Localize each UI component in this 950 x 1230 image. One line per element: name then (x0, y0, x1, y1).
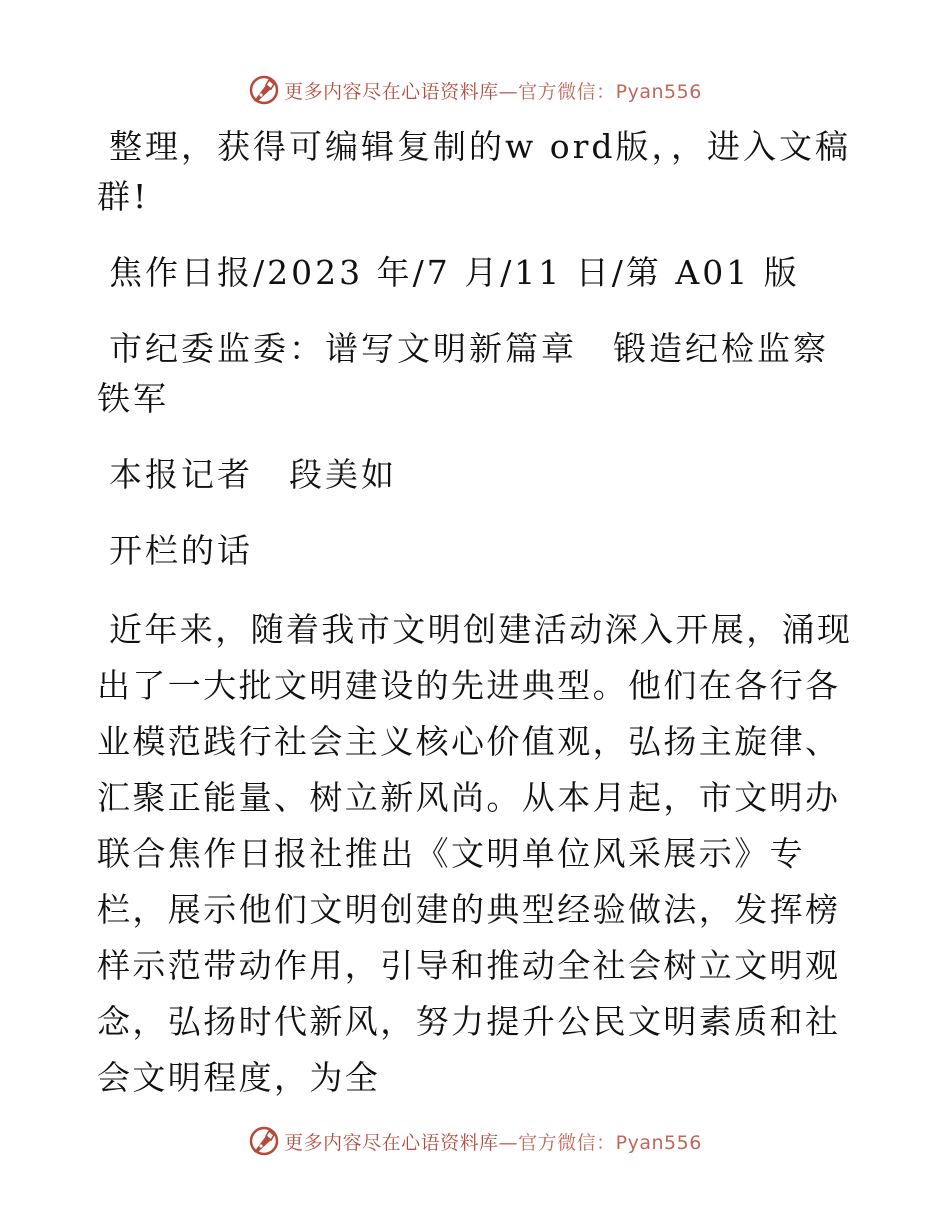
intro-text: 整理，获得可编辑复制的w ord版，，进入文稿群! (97, 127, 852, 216)
source-line: 焦作日报/2023 年/7 月/11 日/第 A01 版 (109, 253, 800, 292)
pen-nib-logo-icon (248, 74, 280, 106)
byline: 本报记者 段美如 (109, 455, 397, 494)
footer-watermark (0, 1121, 950, 1161)
header-watermark (0, 70, 950, 110)
section-title: 开栏的话 (109, 531, 253, 570)
watermark-wechat: —官方微信：Pyan556 (498, 80, 702, 103)
watermark-wechat: —官方微信：Pyan556 (498, 1131, 702, 1154)
watermark-text: 更多内容尽在心语资料库—官方微信：Pyan556 (284, 80, 702, 103)
headline: 市纪委监委：谱写文明新篇章 锻造纪检监察铁军 (97, 329, 829, 418)
document-content (97, 122, 857, 1106)
body-paragraph: 近年来，随着我市文明创建活动深入开展，涌现出了一大批文明建设的先进典型。他们在各行各业模范践行社会主义核心价值观，弘扬主旋律、汇聚正能量、树立新风尚。从本月起，市文明办联合焦作日报社推出《文明单位风采展示》专栏，展示他们文明创建的典型经验做法，发挥榜样示范带动作用，引导和推动全社会树立文明观念，弘扬时代新风，努力提升公民文明素质和社会文明程度，为全 (97, 610, 853, 1097)
pen-nib-logo-icon (248, 1125, 280, 1157)
watermark-text: 更多内容尽在心语资料库—官方微信：Pyan556 (284, 1131, 702, 1154)
